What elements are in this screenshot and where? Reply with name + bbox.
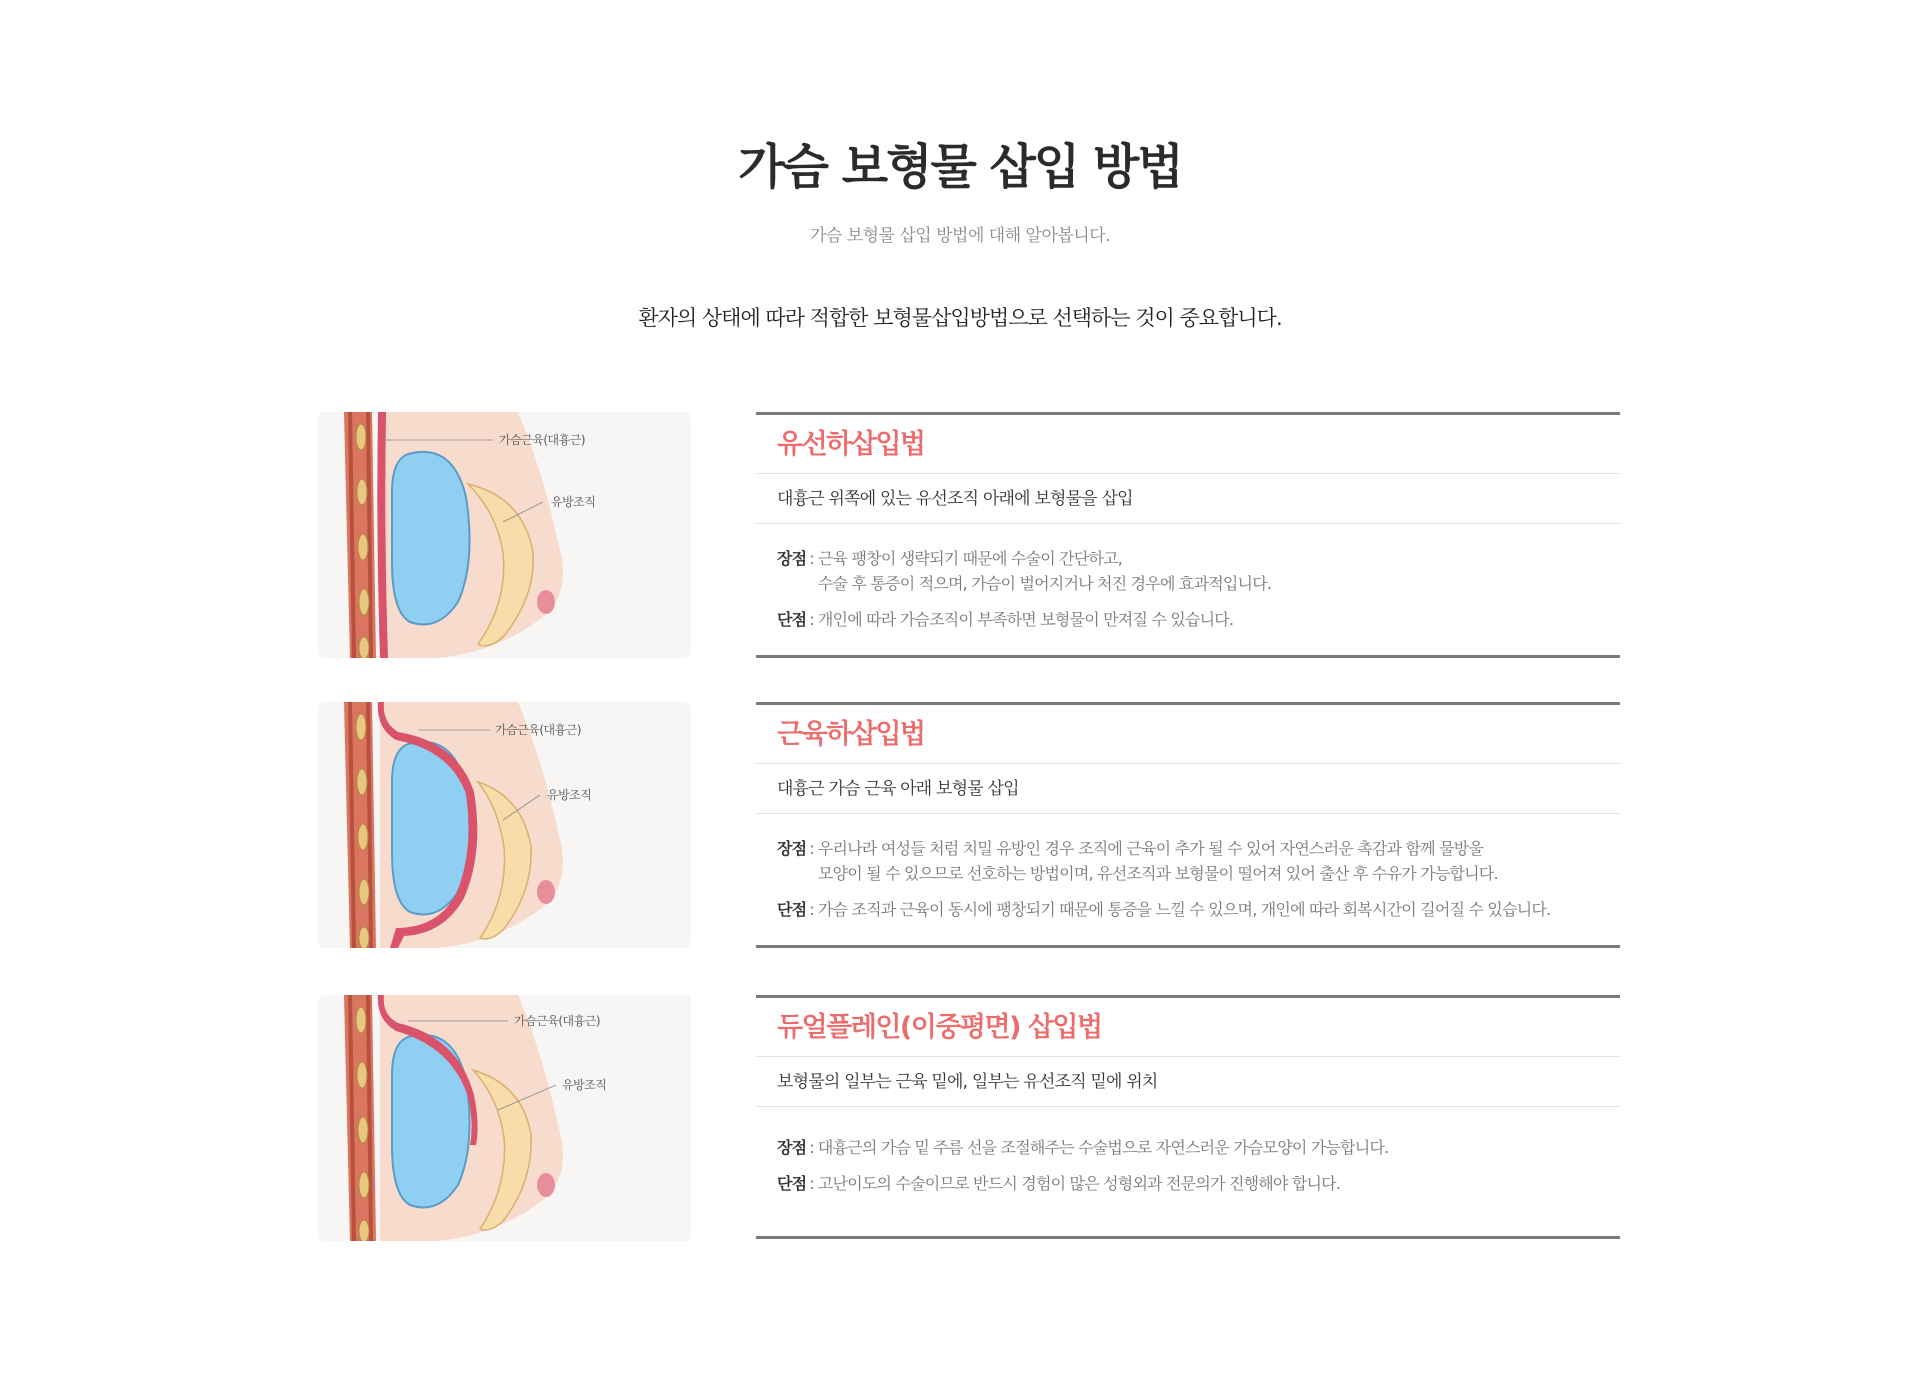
tissue-label: 유방조직 — [547, 788, 592, 802]
page-title: 가슴 보형물 삽입 방법 — [738, 139, 1182, 195]
method-subglandular — [318, 412, 1620, 658]
submuscular-diagram — [318, 702, 691, 948]
method-dual-plane — [318, 995, 1620, 1241]
pros-text: 수술 후 통증이 적으며, 가슴이 벌어지거나 처진 경우에 효과적입니다. — [817, 574, 1272, 593]
method-title: 듀얼플레인(이중평면) 삽입법 — [756, 998, 1620, 1057]
page-lead: 환자의 상태에 따라 적합한 보형물삽입방법으로 선택하는 것이 중요합니다. — [638, 306, 1282, 330]
method-description: 보형물의 일부는 근육 밑에, 일부는 유선조직 밑에 위치 — [756, 1057, 1620, 1107]
dual-plane-diagram — [318, 995, 691, 1241]
pros-row: 장점 : 근육 팽창이 생략되기 때문에 수술이 간단하고, 수술 후 통증이 적으며, 가슴이 벌어지거나 처진 경우에 효과적입니다. — [777, 546, 1620, 596]
method-submuscular — [318, 702, 1620, 948]
cons-row: 단점 : 고난이도의 수술이므로 반드시 경험이 많은 성형외과 전문의가 진행해야 합니다. — [777, 1171, 1620, 1196]
cons-label: 단점 — [777, 610, 807, 629]
method-title: 유선하삽입법 — [756, 415, 1620, 474]
cons-row: 단점 : 개인에 따라 가슴조직이 부족하면 보형물이 만져질 수 있습니다. — [777, 607, 1620, 632]
pros-label: 장점 — [777, 839, 807, 858]
tissue-label: 유방조직 — [562, 1078, 607, 1092]
cons-text: 고난이도의 수술이므로 반드시 경험이 많은 성형외과 전문의가 진행해야 합니다. — [817, 1174, 1341, 1193]
pros-text: 근육 팽창이 생략되기 때문에 수술이 간단하고, — [817, 549, 1123, 568]
page-subtitle: 가슴 보형물 삽입 방법에 대해 알아봅니다. — [809, 226, 1111, 246]
pros-text: 대흉근의 가슴 밑 주름 선을 조절해주는 수술법으로 자연스러운 가슴모양이 가능합니다. — [817, 1138, 1389, 1157]
pros-label: 장점 — [777, 549, 807, 568]
method-description: 대흉근 위쪽에 있는 유선조직 아래에 보형물을 삽입 — [756, 474, 1620, 524]
cons-text: 개인에 따라 가슴조직이 부족하면 보형물이 만져질 수 있습니다. — [817, 610, 1234, 629]
method-description: 대흉근 가슴 근육 아래 보형물 삽입 — [756, 764, 1620, 814]
muscle-label: 가슴근육(대흉근) — [514, 1014, 601, 1028]
subglandular-diagram — [318, 412, 691, 658]
method-info — [756, 702, 1620, 948]
pros-text: 우리나라 여성들 처럼 치밀 유방인 경우 조직에 근육이 추가 될 수 있어 자연스러운 촉감과 함께 물방울 — [817, 839, 1484, 858]
method-info — [756, 412, 1620, 658]
cons-label: 단점 — [777, 1174, 807, 1193]
muscle-label: 가슴근육(대흉근) — [499, 433, 586, 447]
cons-row: 단점 : 가슴 조직과 근육이 동시에 팽창되기 때문에 통증을 느낄 수 있으며, 개인에 따라 회복시간이 길어질 수 있습니다. — [777, 897, 1620, 922]
pros-row: 장점 : 우리나라 여성들 처럼 치밀 유방인 경우 조직에 근육이 추가 될 수 있어 자연스러운 촉감과 함께 물방울 모양이 될 수 있으므로 선호하는 방법이며, 유선조직과 보형물이 떨어져 있어 출산 후 수유가 가능합니다. — [777, 836, 1620, 886]
cons-text: 가슴 조직과 근육이 동시에 팽창되기 때문에 통증을 느낄 수 있으며, 개인에 따라 회복시간이 길어질 수 있습니다. — [817, 900, 1551, 919]
cons-label: 단점 — [777, 900, 807, 919]
method-info — [756, 995, 1620, 1239]
pros-text: 모양이 될 수 있으므로 선호하는 방법이며, 유선조직과 보형물이 떨어져 있어 출산 후 수유가 가능합니다. — [817, 864, 1498, 883]
pros-label: 장점 — [777, 1138, 807, 1157]
muscle-label: 가슴근육(대흉근) — [495, 723, 582, 737]
tissue-label: 유방조직 — [551, 495, 596, 509]
method-title: 근육하삽입법 — [756, 705, 1620, 764]
pros-row: 장점 : 대흉근의 가슴 밑 주름 선을 조절해주는 수술법으로 자연스러운 가슴모양이 가능합니다. — [777, 1135, 1620, 1160]
